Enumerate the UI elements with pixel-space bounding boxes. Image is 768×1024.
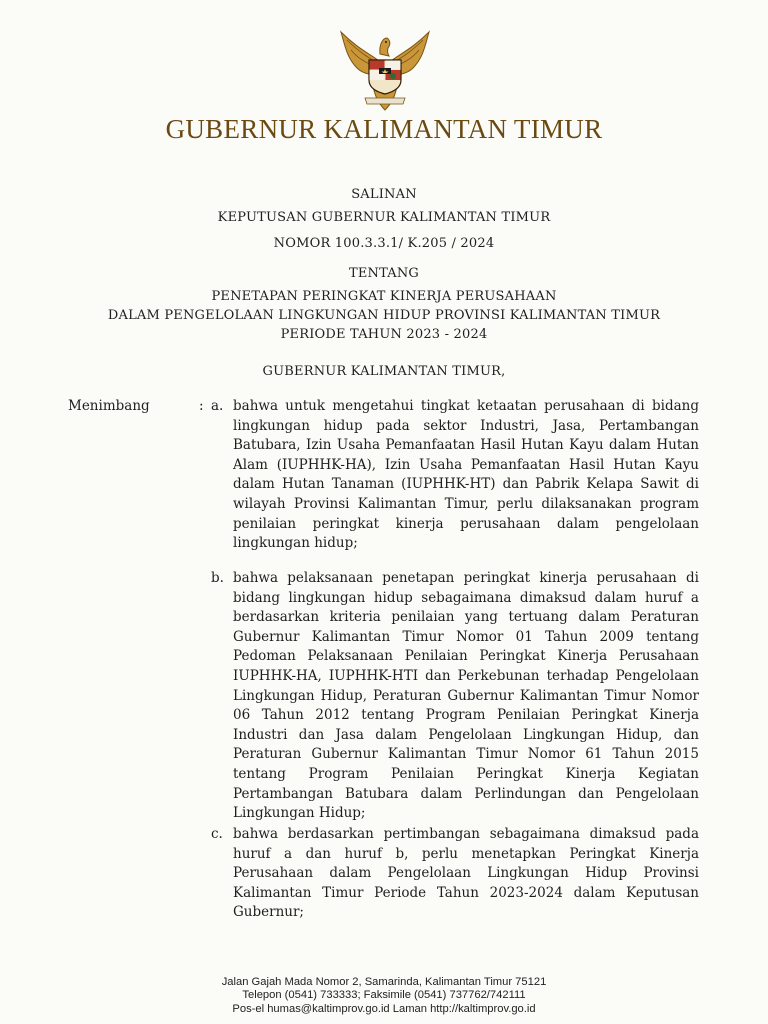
item-b-letter: b.: [211, 570, 224, 586]
governor-heading: GUBERNUR KALIMANTAN TIMUR,: [262, 364, 506, 379]
decree-number: NOMOR 100.3.3.1/ K.205 / 2024: [273, 236, 495, 251]
item-a-letter: a.: [211, 398, 224, 414]
considering-colon: :: [199, 398, 204, 414]
footer-phone: Telepon (0541) 733333; Faksimile (0541) 737762/742111: [242, 989, 526, 1002]
considering-label: Menimbang: [68, 398, 150, 414]
letterhead-footer: [0, 976, 768, 1016]
letterhead-title: GUBERNUR KALIMANTAN TIMUR: [165, 114, 603, 144]
garuda-emblem-icon: [333, 24, 437, 114]
footer-address: Jalan Gajah Mada Nomor 2, Samarinda, Kalimantan Timur 75121: [221, 976, 547, 988]
subject-line-3: PERIODE TAHUN 2023 - 2024: [280, 327, 488, 342]
decree-title: KEPUTUSAN GUBERNUR KALIMANTAN TIMUR: [217, 210, 551, 225]
item-a-text: bahwa untuk mengetahui tingkat ketaatan perusahaan di bidang lingkungan hidup pada sektor Industri, Jasa, Pertambangan Batubara, Izin Usaha Pemanfaatan Hasil Hutan Kayu dalam Hutan Alam (IUPHHK-HA), Izin Usaha Pemanfaatan Hasil Hutan Kayu dalam Hutan Tanaman (IUPHHK-HT) dan Pabrik Kelapa Sawit di wilayah Provinsi Kalimantan Timur, perlu dilaksanakan program penilaian peringkat kinerja perusahaan dalam pengelolaan lingkungan hidup;: [233, 398, 699, 552]
footer-email: Pos-el humas@kaltimprov.go.id Laman http://kaltimprov.go.id: [232, 1002, 536, 1015]
subject-line-2: DALAM PENGELOLAAN LINGKUNGAN HIDUP PROVINSI KALIMANTAN TIMUR: [107, 308, 661, 323]
about-label: TENTANG: [348, 266, 420, 281]
item-c-letter: c.: [211, 826, 223, 842]
item-c-text: bahwa berdasarkan pertimbangan sebagaimana dimaksud pada huruf a dan huruf b, perlu menetapkan Peringkat Kinerja Perusahaan dalam Pengelolaan Lingkungan Hidup Provinsi Kalimantan Timur Periode Tahun 2023-2024 dalam Keputusan Gubernur;: [233, 826, 699, 921]
copy-label: SALINAN: [351, 187, 417, 202]
item-b-text: bahwa pelaksanaan penetapan peringkat kinerja perusahaan di bidang lingkungan hidup sebagaimana dimaksud dalam huruf a berdasarkan kriteria penilaian yang tertuang dalam Peraturan Gubernur Kalimantan Timur Nomor 01 Tahun 2009 tentang Pedoman Pelaksanaan Penilaian Peringkat Kinerja Perusahaan IUPHHK-HA, IUPHHK-HTI dan Perkebunan terhadap Pengelolaan Lingkungan Hidup, Peraturan Gubernur Kalimantan Timur Nomor 06 Tahun 2012 tentang Program Penilaian Peringkat Kinerja Industri dan Jasa dalam Pengelolaan Lingkungan Hidup, dan Peraturan Gubernur Kalimantan Timur Nomor 61 Tahun 2015 tentang Program Penilaian Peringkat Kinerja Kegiatan Pertambangan Batubara dalam Perlindungan dan Pengelolaan Lingkungan Hidup;: [233, 570, 699, 822]
subject-line-1: PENETAPAN PERINGKAT KINERJA PERUSAHAAN: [211, 289, 557, 304]
